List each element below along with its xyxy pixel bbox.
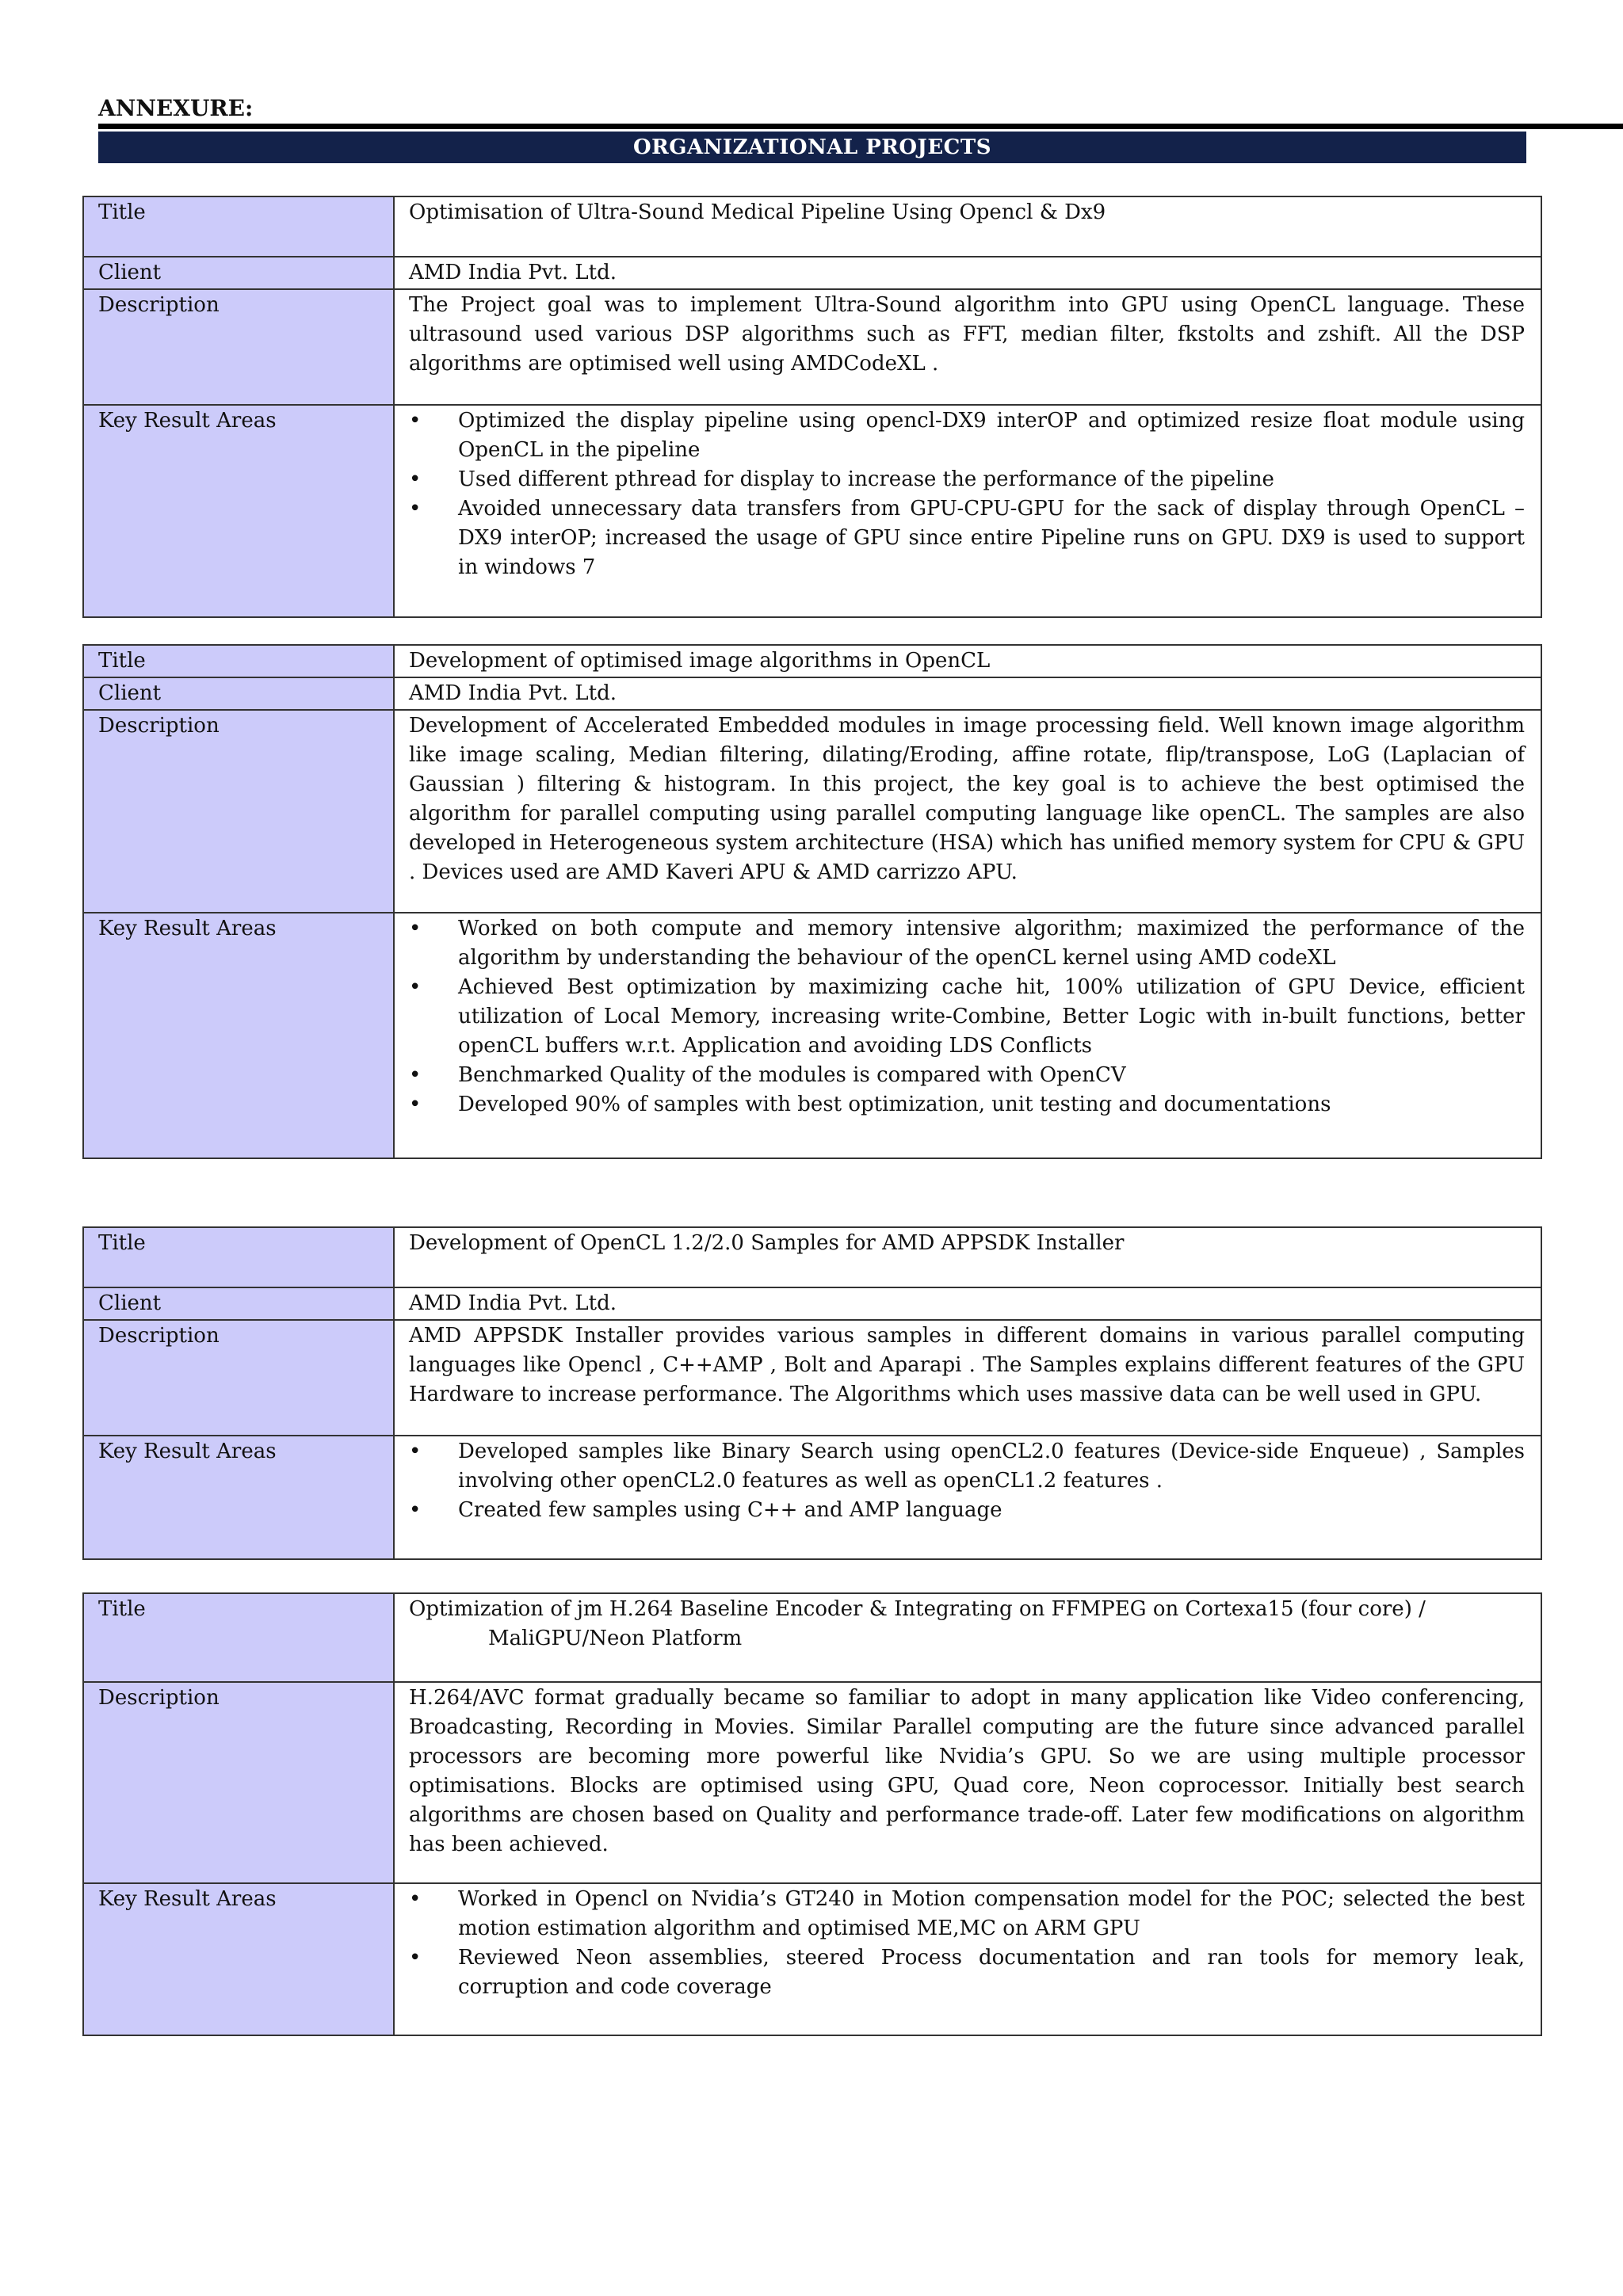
- kra-label: Key Result Areas: [83, 405, 394, 617]
- project-table-3: [82, 1226, 1542, 1560]
- kra-list: [409, 914, 1525, 1119]
- kra-item: • Achieved Best optimization by maximizing cache hit, 100% utilization of GPU Device, efficient utilization of Local Memory, increasing write-Combine, Better Logic with in-built functions, better openCL buffers w.r.t. Application and avoiding LDS Conflicts: [409, 973, 1525, 1061]
- client-label: Client: [83, 257, 394, 289]
- project-table-2: [82, 644, 1542, 1159]
- project-client: AMD India Pvt. Ltd.: [394, 677, 1541, 710]
- project-title-line-2: MaliGPU/Neon Platform: [488, 1627, 743, 1650]
- kra-label: Key Result Areas: [83, 1436, 394, 1559]
- kra-list: [409, 406, 1525, 582]
- project-title: [394, 1593, 1541, 1682]
- kra-cell: [394, 913, 1541, 1158]
- title-label: Title: [83, 196, 394, 257]
- kra-label: Key Result Areas: [83, 913, 394, 1158]
- kra-list: [409, 1885, 1525, 2002]
- kra-cell: [394, 1436, 1541, 1559]
- project-client: AMD India Pvt. Ltd.: [394, 257, 1541, 289]
- project-client: AMD India Pvt. Ltd.: [394, 1287, 1541, 1320]
- kra-item: • Worked on both compute and memory intensive algorithm; maximized the performance of the algorithm by understanding the behaviour of the openCL kernel using AMD codeXL: [409, 914, 1525, 973]
- project-title: Development of OpenCL 1.2/2.0 Samples for AMD APPSDK Installer: [394, 1227, 1541, 1287]
- kra-item: • Created few samples using C++ and AMP language: [409, 1496, 1525, 1525]
- kra-item: • Benchmarked Quality of the modules is compared with OpenCV: [409, 1061, 1525, 1090]
- kra-item: • Worked in Opencl on Nvidia’s GT240 in Motion compensation model for the POC; selected the best motion estimation algorithm and optimised ME,MC on ARM GPU: [409, 1885, 1525, 1943]
- annexure-heading: ANNEXURE:: [98, 95, 254, 121]
- project-title: Development of optimised image algorithms in OpenCL: [394, 645, 1541, 677]
- section-banner: ORGANIZATIONAL PROJECTS: [98, 132, 1526, 163]
- kra-item: • Optimized the display pipeline using opencl-DX9 interOP and optimized resize float module using OpenCL in the pipeline: [409, 406, 1525, 465]
- description-label: Description: [83, 1682, 394, 1883]
- project-table-4: [82, 1592, 1542, 2036]
- project-description: H.264/AVC format gradually became so familiar to adopt in many application like Video conferencing, Broadcasting, Recording in Movies. Similar Parallel computing are the future since advanced parallel processors are becoming more powerful like Nvidia’s GPU. So we are using multiple processor optimisations. Blocks are optimised using GPU, Quad core, Neon coprocessor. Initially best search algorithms are chosen based on Quality and performance trade-off. Later few modifications on algorithm has been achieved.: [394, 1682, 1541, 1883]
- kra-cell: [394, 1883, 1541, 2035]
- kra-item: • Developed 90% of samples with best optimization, unit testing and documentations: [409, 1090, 1525, 1119]
- kra-cell: [394, 405, 1541, 617]
- kra-label: Key Result Areas: [83, 1883, 394, 2035]
- description-label: Description: [83, 710, 394, 913]
- project-table-1: [82, 196, 1542, 618]
- description-label: Description: [83, 289, 394, 405]
- client-label: Client: [83, 677, 394, 710]
- project-title: Optimisation of Ultra-Sound Medical Pipeline Using Opencl & Dx9: [394, 196, 1541, 257]
- project-description: The Project goal was to implement Ultra-Sound algorithm into GPU using OpenCL language. These ultrasound used various DSP algorithms such as FFT, median filter, fkstolts and zshift. All the DSP algorithms are optimised well using AMDCodeXL .: [394, 289, 1541, 405]
- header-rule: [98, 124, 1623, 129]
- kra-item: • Used different pthread for display to increase the performance of the pipeline: [409, 465, 1525, 494]
- kra-item: • Reviewed Neon assemblies, steered Process documentation and ran tools for memory leak, corruption and code coverage: [409, 1943, 1525, 2002]
- title-label: Title: [83, 1593, 394, 1682]
- kra-item: • Developed samples like Binary Search using openCL2.0 features (Device-side Enqueue) , Samples involving other openCL2.0 features as well as openCL1.2 features .: [409, 1437, 1525, 1496]
- project-description: Development of Accelerated Embedded modules in image processing field. Well known image algorithm like image scaling, Median filtering, dilating/Eroding, affine rotate, flip/transpose, LoG (Laplacian of Gaussian ) filtering & histogram. In this project, the key goal is to achieve the best optimised the algorithm for parallel computing using parallel computing language like openCL. The samples are also developed in Heterogeneous system architecture (HSA) which has unified memory system for CPU & GPU . Devices used are AMD Kaveri APU & AMD carrizzo APU.: [394, 710, 1541, 913]
- project-description: AMD APPSDK Installer provides various samples in different domains in various parallel computing languages like Opencl , C++AMP , Bolt and Aparapi . The Samples explains different features of the GPU Hardware to increase performance. The Algorithms which uses massive data can be well used in GPU.: [394, 1320, 1541, 1436]
- kra-item: • Avoided unnecessary data transfers from GPU-CPU-GPU for the sack of display through OpenCL – DX9 interOP; increased the usage of GPU since entire Pipeline runs on GPU. DX9 is used to support in windows 7: [409, 494, 1525, 582]
- title-label: Title: [83, 1227, 394, 1287]
- title-label: Title: [83, 645, 394, 677]
- client-label: Client: [83, 1287, 394, 1320]
- project-title-line-1: Optimization of jm H.264 Baseline Encoder & Integrating on FFMPEG on Cortexa15 (four core) /: [409, 1597, 1426, 1621]
- description-label: Description: [83, 1320, 394, 1436]
- kra-list: [409, 1437, 1525, 1525]
